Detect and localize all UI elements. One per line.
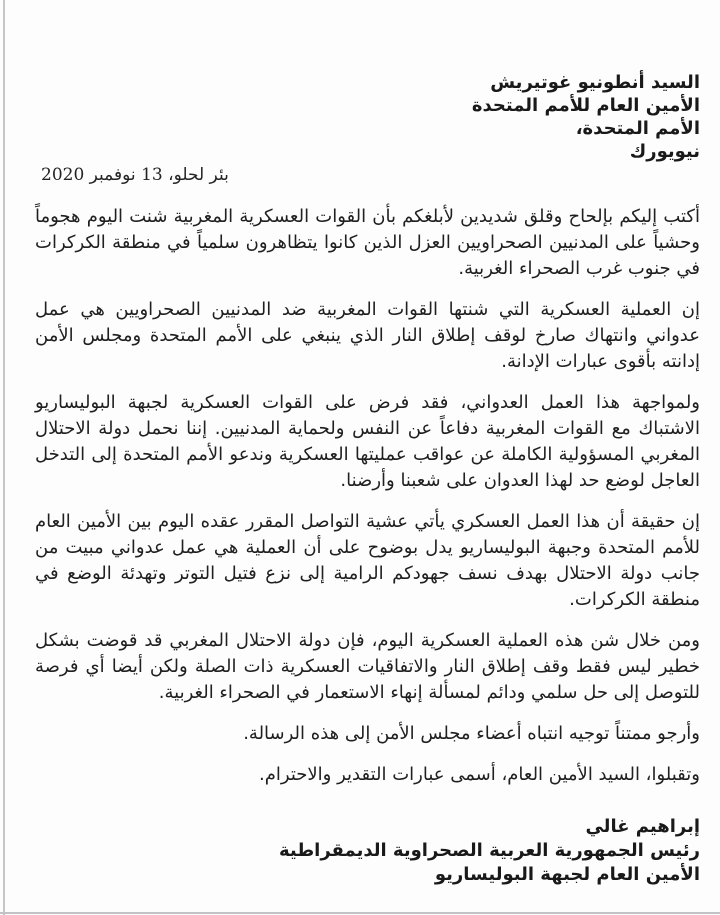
recipient-city: نيويورك: [629, 141, 700, 162]
scan-edge-bottom: [0, 912, 720, 914]
body-paragraph-7: وتقبلوا، السيد الأمين العام، أسمى عبارات التقدير والاحترام.: [259, 764, 700, 785]
body-paragraph-1: أكتب إليكم بإلحاح وقلق شديدين لأبلغكم بأن القوات العسكرية المغربية شنت اليوم هجوماً وحشياً على المدنيين الصحراويين العزل الذين كانوا يتظاهرون سلمياً في منطقة الكركرات في جنوب غرب الصحراء الغربية.: [35, 206, 700, 279]
body-paragraph-5: ومن خلال شن هذه العملية العسكرية اليوم، فإن دولة الاحتلال المغربي قد قوضت بشكل خطير ليس فقط وقف إطلاق النار والاتفاقيات العسكرية ذات الصلة ولكن أيضا أي فرصة للتوصل إلى حل سلمي ودائم لمسألة إنهاء الاستعمار في الصحراء الغربية.: [35, 630, 700, 703]
recipient-block: [35, 71, 700, 163]
body-paragraph-6: وأرجو ممتناً توجيه انتباه أعضاء مجلس الأمن إلى هذه الرسالة.: [243, 723, 700, 744]
body-paragraph-3: ولمواجهة هذا العمل العدواني، فقد فرض على القوات العسكرية لجبهة البوليساريو الاشتباك مع القوات المغربية دفاعاً عن النفس ولحماية المدنيين. إننا نحمل دولة الاحتلال المغربي المسؤولية الكاملة عن عواقب عمليتها العسكرية وندعو الأمم المتحدة إلى التدخل العاجل لوضع حد لهذا العدوان على شعبنا وأرضنا.: [35, 392, 700, 491]
body-paragraph-2: إن العملية العسكرية التي شنتها القوات المغربية ضد المدنيين الصحراويين هي عمل عدواني وانتهاك صارخ لوقف إطلاق النار الذي ينبغي على الأمم المتحدة ومجلس الأمن إدانته بأقوى عبارات الإدانة.: [35, 299, 700, 372]
signature-name: إبراهيم غالي: [585, 816, 700, 837]
signature-title-president: رئيس الجمهورية العربية الصحراوية الديمقراطية: [278, 840, 700, 861]
recipient-name: السيد أنطونيو غوتيريش: [490, 72, 700, 93]
signature-block: [35, 815, 700, 887]
signature-title-secretary-general: الأمين العام لجبهة البوليساريو: [434, 864, 700, 885]
recipient-organization: الأمم المتحدة،: [575, 118, 700, 139]
recipient-title: الأمين العام للأمم المتحدة: [471, 95, 700, 116]
place-date-line: بئر لحلو، 13 نوفمبر 2020: [41, 165, 229, 185]
body-paragraph-4: إن حقيقة أن هذا العمل العسكري يأتي عشية التواصل المقرر عقده اليوم بين الأمين العام للأمم المتحدة وجبهة البوليساريو يدل بوضوح على أن العملية هي عمل عدواني مبيت من جانب دولة الاحتلال بهدف نسف جهودكم الرامية إلى نزع فتيل التوتر وتهدئة الوضع في منطقة الكركرات.: [35, 511, 700, 610]
letter-body: [35, 204, 700, 788]
